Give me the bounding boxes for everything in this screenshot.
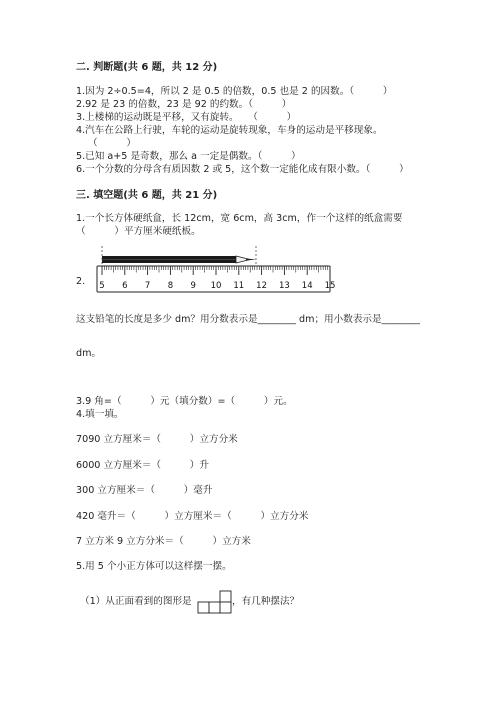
question-2-3: 3.上楼梯的运动既是平移，又有旋转。 （ ）	[76, 112, 297, 123]
ruler-label: 14	[301, 281, 313, 291]
ruler-label: 10	[210, 281, 222, 291]
cube-bottom-right	[220, 602, 231, 613]
pencil-ruler-svg	[76, 246, 336, 296]
ruler-label: 13	[278, 281, 290, 291]
cube-bottom-left	[198, 602, 209, 613]
question-3-2-label: 2.	[76, 276, 86, 287]
question-2-6: 6.一个分数的分母含有质因数 2 或 5，这个数一定能化成有限小数。（ ）	[76, 164, 409, 175]
question-3-5-sub1-tail: ，有几种摆法？	[232, 596, 300, 607]
question-3-4-line4: 420 毫升＝（ ）立方厘米＝（ ）立方分米	[76, 511, 309, 522]
question-3-1-blank: （ ）平方厘米硬纸板。	[76, 226, 201, 237]
question-2-4-blank: （ ）	[88, 138, 136, 149]
front-view-cubes-figure	[196, 590, 232, 616]
ruler-label: 9	[190, 281, 196, 291]
pencil-ruler-figure	[76, 246, 336, 296]
question-3-5-sub1: （1）从正面看到的图形是	[80, 596, 192, 607]
question-3-4: 4.填一填。	[76, 409, 124, 420]
ruler-label: 7	[144, 281, 151, 291]
ruler-label: 12	[256, 281, 268, 291]
section3-heading: 三. 填空题(共 6 题，共 21 分)	[76, 190, 218, 201]
question-2-1: 1.因为 2÷0.5=4，所以 2 是 0.5 的倍数，0.5 也是 2 的因数。（ ）	[76, 86, 393, 97]
cube-bottom-middle	[209, 602, 220, 613]
question-3-3: 3.9 角=（ ）元（填分数）=（ ）元。	[76, 396, 293, 407]
question-2-4: 4.汽车在公路上行驶，车轮的运动是旋转现象，车身的运动是平移现象。	[76, 125, 383, 136]
question-3-4-line1: 7090 立方厘米＝（ ）立方分米	[76, 434, 238, 445]
ruler-label: 8	[167, 281, 174, 291]
ruler-label: 11	[233, 281, 245, 291]
question-3-2-text: 这支铅笔的长度是多少 dm？用分数表示是________ dm；用小数表示是________	[76, 314, 420, 325]
pencil-icon	[102, 256, 256, 263]
question-3-2-unit: dm。	[76, 348, 102, 359]
question-3-1: 1.一个长方体硬纸盒，长 12cm，宽 6cm，高 3cm，作一个这样的纸盒需要	[76, 213, 403, 224]
question-3-4-line5: 7 立方米 9 立方分米＝（ ）立方米	[76, 536, 251, 547]
cube-top	[220, 591, 231, 602]
question-3-4-line3: 300 立方厘米＝（ ）毫升	[76, 485, 213, 496]
question-2-2: 2.92 是 23 的倍数，23 是 92 的约数。（ ）	[76, 99, 292, 110]
question-3-5: 5.用 5 个小正方体可以这样摆一摆。	[76, 561, 232, 572]
section2-heading: 二. 判断题(共 6 题，共 12 分)	[76, 62, 218, 73]
ruler-label: 15	[324, 281, 336, 291]
question-2-5: 5.已知 a+5 是奇数，那么 a 一定是偶数。（ ）	[76, 151, 301, 162]
ruler-label: 6	[122, 281, 128, 291]
ruler-label: 5	[99, 281, 105, 291]
question-3-4-line2: 6000 立方厘米＝（ ）升	[76, 460, 209, 471]
